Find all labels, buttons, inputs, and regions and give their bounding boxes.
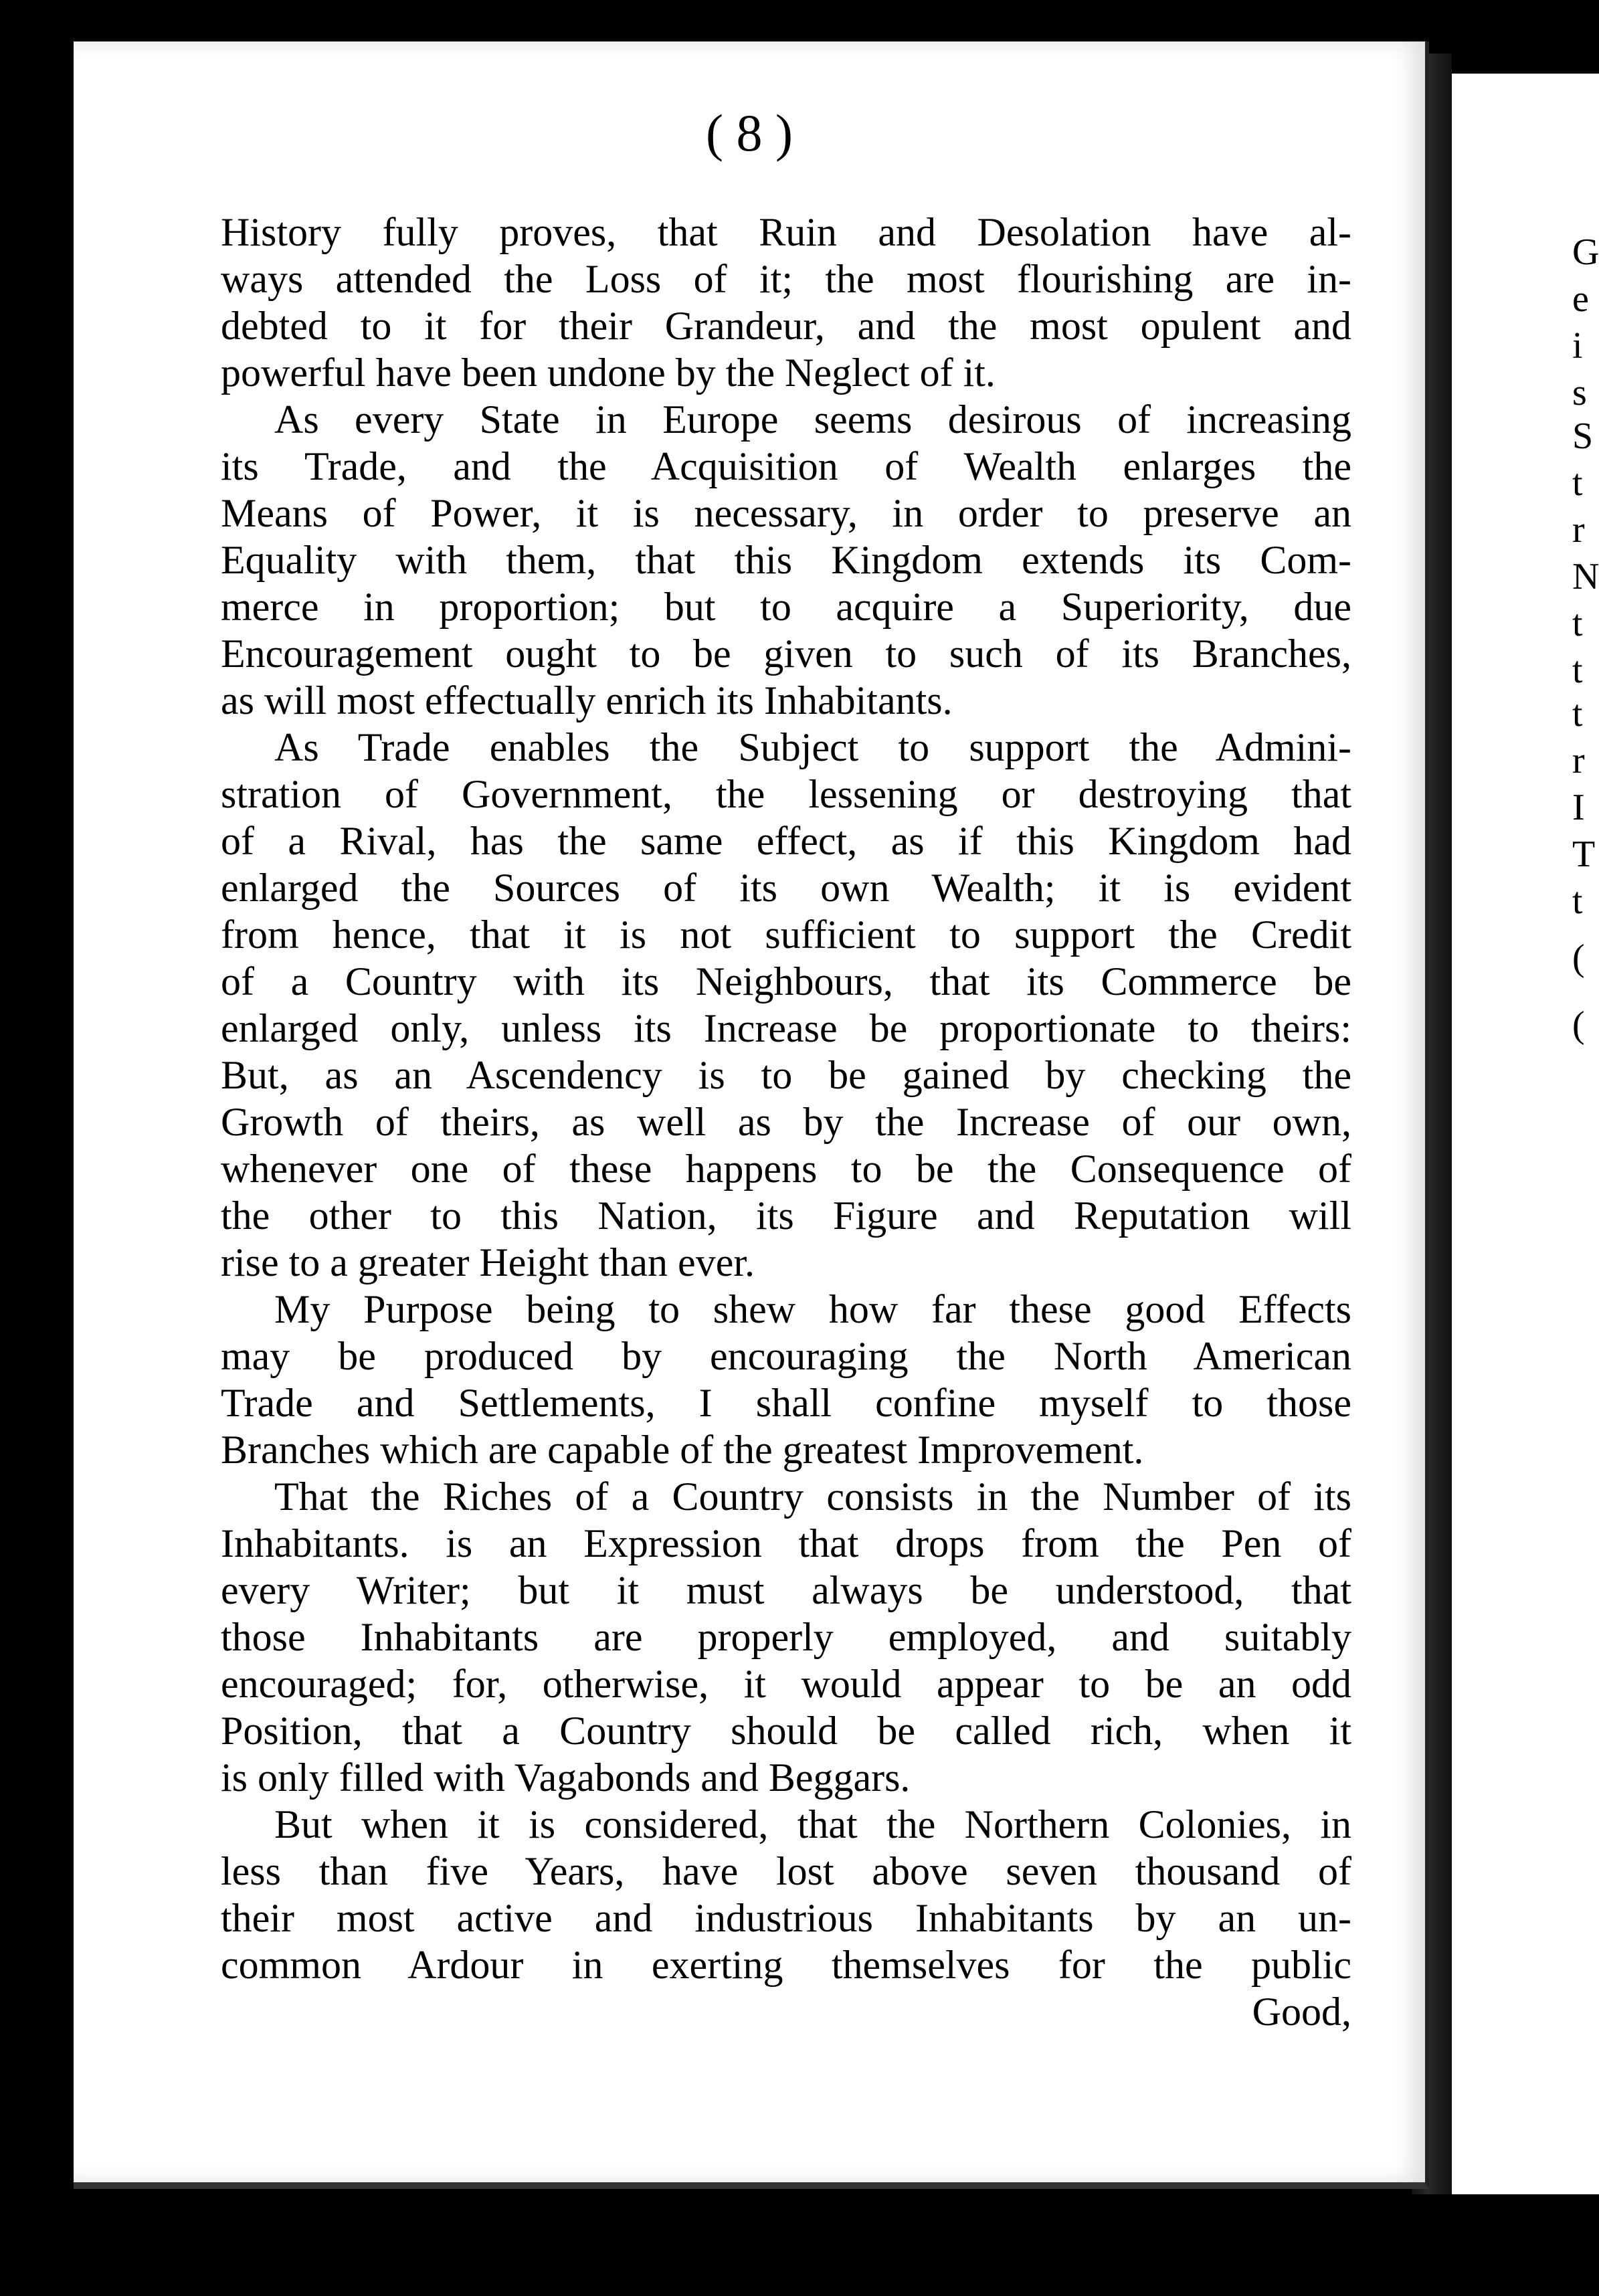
text-line: Inhabitants. is an Expression that drops from the Pen of <box>221 1521 1351 1565</box>
facing-page-letter: ( <box>1572 1004 1585 1046</box>
facing-page-letter: G <box>1572 231 1599 273</box>
text-line: enlarged the Sources of its own Wealth; it is evident <box>221 866 1351 910</box>
text-line: merce in proportion; but to acquire a Superiority, due <box>221 585 1351 629</box>
facing-page-letter: t <box>1572 693 1583 735</box>
text-line: Means of Power, it is necessary, in order to preserve an <box>221 491 1351 535</box>
facing-page-letter: r <box>1572 509 1585 551</box>
facing-page-letter: T <box>1572 834 1596 875</box>
book-page <box>74 41 1429 2189</box>
text-line: But when it is considered, that the Northern Colonies, in <box>274 1802 1351 1846</box>
facing-page-letter: r <box>1572 740 1585 781</box>
text-line: Branches which are capable of the greatest Improvement. <box>221 1428 1144 1472</box>
text-line: powerful have been undone by the Neglect of it. <box>221 351 996 395</box>
facing-page-letter: S <box>1572 415 1594 457</box>
text-line: Growth of theirs, as well as by the Increase of our own, <box>221 1100 1351 1144</box>
facing-page-letter: s <box>1572 372 1587 413</box>
text-line: My Purpose being to shew how far these good Effects <box>274 1287 1351 1331</box>
facing-page-letter: i <box>1572 325 1583 367</box>
text-line: of a Country with its Neighbours, that its Commerce be <box>221 959 1351 1003</box>
text-line: common Ardour in exerting themselves for the public <box>221 1943 1351 1987</box>
facing-page-letter: t <box>1572 603 1583 644</box>
text-line: Trade and Settlements, I shall confine myself to those <box>221 1381 1351 1425</box>
page-text <box>221 209 1351 2035</box>
text-line: But, as an Ascendency is to be gained by checking the <box>221 1053 1351 1097</box>
facing-page-letter: ( <box>1572 937 1585 979</box>
text-line: ways attended the Loss of it; the most flourishing are in- <box>221 257 1351 301</box>
facing-page-letter: t <box>1572 650 1583 691</box>
text-line: less than five Years, have lost above seven thousand of <box>221 1849 1351 1893</box>
text-line: every Writer; but it must always be understood, that <box>221 1568 1351 1612</box>
facing-page-letter: I <box>1572 787 1585 828</box>
facing-page-letter: e <box>1572 278 1589 320</box>
facing-page <box>1452 74 1599 2194</box>
text-line: of a Rival, has the same effect, as if this Kingdom had <box>221 819 1351 863</box>
text-line: Good, <box>1252 1990 1351 2034</box>
text-line: enlarged only, unless its Increase be proportionate to theirs: <box>221 1006 1351 1050</box>
text-line: That the Riches of a Country consists in the Number of its <box>274 1474 1351 1519</box>
page-number: ( 8 ) <box>706 104 793 162</box>
text-line: As every State in Europe seems desirous of increasing <box>274 397 1351 442</box>
text-line: Position, that a Country should be called rich, when it <box>221 1709 1351 1753</box>
facing-page-letter: N <box>1572 556 1599 597</box>
text-line: is only filled with Vagabonds and Beggars. <box>221 1755 911 1800</box>
facing-page-letter: t <box>1572 880 1583 922</box>
text-line: debted to it for their Grandeur, and the most opulent and <box>221 304 1351 348</box>
facing-page-letter: t <box>1572 462 1583 504</box>
text-line: those Inhabitants are properly employed, and suitably <box>221 1615 1351 1659</box>
text-line: stration of Government, the lessening or destroying that <box>221 772 1351 816</box>
text-line: its Trade, and the Acquisition of Wealth enlarges the <box>221 444 1351 488</box>
text-line: from hence, that it is not sufficient to support the Credit <box>221 913 1351 957</box>
text-line: as will most effectually enrich its Inhabitants. <box>221 678 953 723</box>
text-line: whenever one of these happens to be the Consequence of <box>221 1147 1351 1191</box>
text-line: Equality with them, that this Kingdom extends its Com- <box>221 538 1351 582</box>
text-line: the other to this Nation, its Figure and Reputation will <box>221 1193 1351 1238</box>
text-line: Encouragement ought to be given to such of its Branches, <box>221 632 1351 676</box>
text-line: History fully proves, that Ruin and Desolation have al- <box>221 210 1351 254</box>
text-line: encouraged; for, otherwise, it would appear to be an odd <box>221 1662 1351 1706</box>
text-line: rise to a greater Height than ever. <box>221 1240 755 1284</box>
text-line: As Trade enables the Subject to support the Admini- <box>274 725 1351 769</box>
text-line: their most active and industrious Inhabitants by an un- <box>221 1896 1351 1940</box>
text-line: may be produced by encouraging the North American <box>221 1334 1351 1378</box>
